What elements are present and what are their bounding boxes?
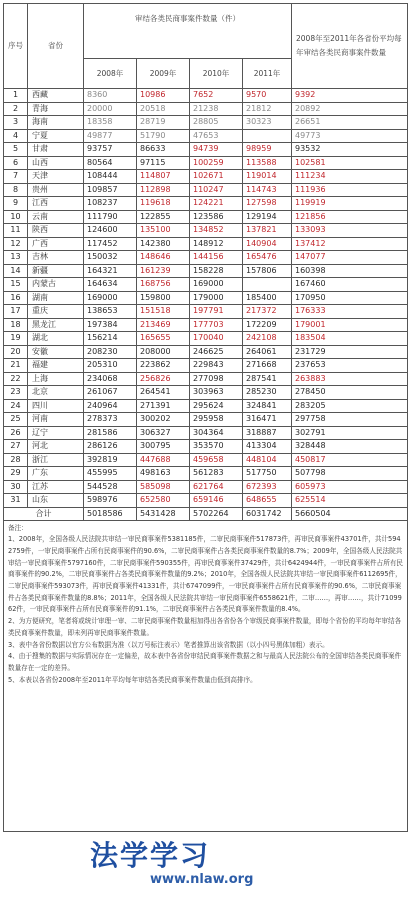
cell-2008: 18358 [84, 116, 137, 130]
cell-average: 137412 [292, 237, 408, 251]
cell-2008: 150032 [84, 251, 137, 265]
table-row [4, 359, 408, 373]
cell-2011: 119014 [243, 170, 292, 184]
province-name: 江西 [28, 197, 84, 211]
cell-2010: 94739 [190, 143, 243, 157]
table-row [4, 237, 408, 251]
table-row [4, 305, 408, 319]
row-index: 28 [4, 453, 28, 467]
cell-2010: 304364 [190, 426, 243, 440]
cell-2009: 86633 [137, 143, 190, 157]
cell-2008: 164321 [84, 264, 137, 278]
cell-average: 26651 [292, 116, 408, 130]
cell-2011 [243, 278, 292, 292]
row-index: 22 [4, 372, 28, 386]
province-name: 江苏 [28, 480, 84, 494]
table-row [4, 251, 408, 265]
cell-2010: 110247 [190, 183, 243, 197]
cell-2010: 123586 [190, 210, 243, 224]
cell-2009: 300202 [137, 413, 190, 427]
table-row [4, 197, 408, 211]
row-index: 17 [4, 305, 28, 319]
table-row [4, 264, 408, 278]
table-row [4, 467, 408, 481]
total-row [4, 507, 408, 520]
table-row [4, 170, 408, 184]
row-index: 6 [4, 156, 28, 170]
cell-2011: 129194 [243, 210, 292, 224]
col-header-province: 省份 [28, 4, 84, 89]
note-item: 4、由于搜集的数据与实际情况存在一定偏差，故本表中各省份审结民商事案件数据之和与最高人民法院公布的全国审结各类民商事案件数量存在一定的差异。 [8, 652, 402, 672]
col-header-average: 2008年至2011年各省份平均每年审结各类民商事案件数量 [292, 4, 408, 89]
cell-2008: 138653 [84, 305, 137, 319]
watermark-title: 法学学习 [90, 839, 211, 872]
cell-2011: 648655 [243, 494, 292, 508]
table-row [4, 413, 408, 427]
col-header-year: 2009年 [137, 59, 190, 89]
cell-2009: 271391 [137, 399, 190, 413]
cell-2010: 158228 [190, 264, 243, 278]
cell-average: 297758 [292, 413, 408, 427]
province-name: 黑龙江 [28, 318, 84, 332]
cell-2009: 112898 [137, 183, 190, 197]
cell-2008: 108444 [84, 170, 137, 184]
cell-2010: 561283 [190, 467, 243, 481]
cell-average: 133093 [292, 224, 408, 238]
row-index: 30 [4, 480, 28, 494]
row-index: 19 [4, 332, 28, 346]
cell-2008: 108237 [84, 197, 137, 211]
row-index: 20 [4, 345, 28, 359]
cell-2009: 652580 [137, 494, 190, 508]
province-name: 广东 [28, 467, 84, 481]
province-name: 山西 [28, 156, 84, 170]
province-name: 重庆 [28, 305, 84, 319]
province-name: 吉林 [28, 251, 84, 265]
table-row [4, 318, 408, 332]
row-index: 24 [4, 399, 28, 413]
cell-2008: 20000 [84, 102, 137, 116]
cell-2010: 21238 [190, 102, 243, 116]
cell-2008: 598976 [84, 494, 137, 508]
province-name: 陕西 [28, 224, 84, 238]
cell-average: 111234 [292, 170, 408, 184]
cell-2009: 135100 [137, 224, 190, 238]
site-watermark [0, 834, 410, 900]
cell-2009: 148646 [137, 251, 190, 265]
cell-average: 111936 [292, 183, 408, 197]
cell-2010: 170040 [190, 332, 243, 346]
cell-2008: 455995 [84, 467, 137, 481]
table-row [4, 480, 408, 494]
cell-2008: 111790 [84, 210, 137, 224]
cell-2009: 165655 [137, 332, 190, 346]
cell-2010: 28805 [190, 116, 243, 130]
row-index: 15 [4, 278, 28, 292]
row-index: 16 [4, 291, 28, 305]
province-name: 浙江 [28, 453, 84, 467]
table-row [4, 183, 408, 197]
cell-2010: 100259 [190, 156, 243, 170]
cell-2011 [243, 129, 292, 143]
cell-2011: 285230 [243, 386, 292, 400]
data-table [3, 3, 408, 521]
province-name: 山东 [28, 494, 84, 508]
province-name: 甘肃 [28, 143, 84, 157]
row-index: 3 [4, 116, 28, 130]
cell-2011: 242108 [243, 332, 292, 346]
cell-average: 605973 [292, 480, 408, 494]
cell-2011: 137821 [243, 224, 292, 238]
province-name: 安徽 [28, 345, 84, 359]
cell-2011: 413304 [243, 440, 292, 454]
total-value: 5702264 [190, 507, 243, 520]
note-item: 1、2008年，全国各级人民法院共审结一审民商事案件5381185件，二审民商事案件517873件，再审民商事案件43701件，共计5942759件，一审民商事案件占所有民商事案件的90.6%，二审民商事案件占各类民商事案件数量的8.7%；2009年，全国各级人民法院共审结一审民商事案件5797160件，二审民商事案件590355件，再审民商事案件37429件，共计6424944件，一审民商事案件占所有民商事案件的90.2%，二审民商事案件占各类民商事案件数量的9.2%；2010年，全国各级人民法院共审结一审民商事案件6112695件，二审民商事案件593073件，再审民商事案件41331件，共计6747099件，一审民商事案件占所有民商事案件的90.6%，二审民商事案件占各类民商事案件数量的8.8%；2011年，全国各级人民法院共审结一审民商事案件6558621件，二审……，再审……，共计7109962件，一审民商事案件占所有民商事案件的91.1%，二审民商事案件占各类民商事案件数量的8.4%。 [8, 535, 404, 614]
row-index: 9 [4, 197, 28, 211]
cell-average: 20892 [292, 102, 408, 116]
col-header-group: 审结各类民商事案件数量（件） [84, 4, 292, 59]
province-name: 宁夏 [28, 129, 84, 143]
cell-average: 102581 [292, 156, 408, 170]
row-index: 8 [4, 183, 28, 197]
table-row [4, 224, 408, 238]
cell-2011: 140904 [243, 237, 292, 251]
cell-2009: 498163 [137, 467, 190, 481]
cell-2008: 8360 [84, 89, 137, 103]
cell-2011: 316471 [243, 413, 292, 427]
cell-2009: 159800 [137, 291, 190, 305]
cell-2009: 114807 [137, 170, 190, 184]
cell-average: 170950 [292, 291, 408, 305]
row-index: 7 [4, 170, 28, 184]
cell-2009: 300795 [137, 440, 190, 454]
cell-2011: 21812 [243, 102, 292, 116]
cell-average: 121856 [292, 210, 408, 224]
cell-average: 625514 [292, 494, 408, 508]
cell-2011: 448104 [243, 453, 292, 467]
cell-2009: 119618 [137, 197, 190, 211]
province-name: 北京 [28, 386, 84, 400]
province-name: 广西 [28, 237, 84, 251]
cell-2009: 213469 [137, 318, 190, 332]
table-row [4, 102, 408, 116]
total-value: 5660504 [292, 507, 408, 520]
cell-2009: 161239 [137, 264, 190, 278]
cell-average: 167460 [292, 278, 408, 292]
table-row [4, 386, 408, 400]
col-header-year: 2010年 [190, 59, 243, 89]
note-item: 5、本表以各省份2008年至2011年平均每年审结各类民商事案件数量由低到高排序。 [8, 675, 257, 684]
cell-2008: 234068 [84, 372, 137, 386]
cell-2010: 459658 [190, 453, 243, 467]
cell-2009: 20518 [137, 102, 190, 116]
cell-2009: 122855 [137, 210, 190, 224]
cell-2008: 392819 [84, 453, 137, 467]
cell-2008: 281586 [84, 426, 137, 440]
table-row [4, 210, 408, 224]
province-name: 河南 [28, 413, 84, 427]
province-name: 四川 [28, 399, 84, 413]
cell-2009: 306327 [137, 426, 190, 440]
cell-2010: 295624 [190, 399, 243, 413]
cell-average: 93532 [292, 143, 408, 157]
cell-2008: 49877 [84, 129, 137, 143]
cell-average: 231729 [292, 345, 408, 359]
col-header-index: 序号 [4, 4, 28, 89]
cell-2008: 80564 [84, 156, 137, 170]
note-item: 2、为方便研究，笔者将或统计审理一审、二审民商事案件数量相加得出各省份各个审级民商事案件数量，即每个省份的平均每年审结各类民商事案件数量，即未列再审民商事案件数量。 [8, 617, 402, 637]
cell-2009: 264541 [137, 386, 190, 400]
province-name: 西藏 [28, 89, 84, 103]
cell-2010: 229843 [190, 359, 243, 373]
province-name: 青海 [28, 102, 84, 116]
document-page [3, 3, 407, 832]
cell-2011: 172209 [243, 318, 292, 332]
table-row [4, 278, 408, 292]
cell-2010: 7652 [190, 89, 243, 103]
cell-2008: 124600 [84, 224, 137, 238]
row-index: 2 [4, 102, 28, 116]
cell-2010: 102671 [190, 170, 243, 184]
notes-heading: 备注： [8, 523, 28, 532]
row-index: 27 [4, 440, 28, 454]
cell-2011: 287541 [243, 372, 292, 386]
province-name: 天津 [28, 170, 84, 184]
total-value: 5018586 [84, 507, 137, 520]
province-name: 海南 [28, 116, 84, 130]
cell-2009: 10986 [137, 89, 190, 103]
cell-2009: 585098 [137, 480, 190, 494]
cell-2008: 205310 [84, 359, 137, 373]
cell-2011: 127598 [243, 197, 292, 211]
table-row [4, 291, 408, 305]
col-header-year: 2008年 [84, 59, 137, 89]
province-name: 上海 [28, 372, 84, 386]
cell-2008: 278373 [84, 413, 137, 427]
province-name: 内蒙古 [28, 278, 84, 292]
cell-2011: 98959 [243, 143, 292, 157]
cell-2010: 621764 [190, 480, 243, 494]
cell-average: 49773 [292, 129, 408, 143]
cell-2010: 303963 [190, 386, 243, 400]
cell-2010: 353570 [190, 440, 243, 454]
cell-2008: 93757 [84, 143, 137, 157]
table-row [4, 116, 408, 130]
province-name: 河北 [28, 440, 84, 454]
cell-2011: 114743 [243, 183, 292, 197]
cell-2011: 672393 [243, 480, 292, 494]
row-index: 29 [4, 467, 28, 481]
cell-2011: 30323 [243, 116, 292, 130]
cell-average: 176333 [292, 305, 408, 319]
cell-2010: 47653 [190, 129, 243, 143]
table-row [4, 89, 408, 103]
cell-2011: 324841 [243, 399, 292, 413]
row-index: 4 [4, 129, 28, 143]
cell-2011: 271668 [243, 359, 292, 373]
row-index: 23 [4, 386, 28, 400]
cell-average: 147077 [292, 251, 408, 265]
row-index: 26 [4, 426, 28, 440]
cell-average: 263883 [292, 372, 408, 386]
watermark-url: www.nlaw.org [150, 872, 254, 887]
row-index: 1 [4, 89, 28, 103]
row-index: 11 [4, 224, 28, 238]
notes-section [3, 521, 408, 832]
table-row [4, 453, 408, 467]
cell-2008: 164634 [84, 278, 137, 292]
row-index: 14 [4, 264, 28, 278]
cell-2011: 157806 [243, 264, 292, 278]
cell-average: 278450 [292, 386, 408, 400]
cell-2009: 51790 [137, 129, 190, 143]
cell-average: 507798 [292, 467, 408, 481]
row-index: 12 [4, 237, 28, 251]
cell-2008: 286126 [84, 440, 137, 454]
cell-average: 179001 [292, 318, 408, 332]
cell-average: 160398 [292, 264, 408, 278]
cell-2011: 264061 [243, 345, 292, 359]
row-index: 25 [4, 413, 28, 427]
col-header-year: 2011年 [243, 59, 292, 89]
cell-2008: 117452 [84, 237, 137, 251]
cell-2008: 197384 [84, 318, 137, 332]
table-row [4, 372, 408, 386]
table-row [4, 129, 408, 143]
cell-2008: 109857 [84, 183, 137, 197]
table-row [4, 156, 408, 170]
table-row [4, 345, 408, 359]
cell-average: 119919 [292, 197, 408, 211]
cell-2011: 9570 [243, 89, 292, 103]
cell-2011: 165476 [243, 251, 292, 265]
province-name: 湖北 [28, 332, 84, 346]
cell-2010: 277098 [190, 372, 243, 386]
cell-2011: 517750 [243, 467, 292, 481]
row-index: 13 [4, 251, 28, 265]
cell-2008: 208230 [84, 345, 137, 359]
province-name: 新疆 [28, 264, 84, 278]
province-name: 云南 [28, 210, 84, 224]
cell-2010: 144156 [190, 251, 243, 265]
cell-2011: 217372 [243, 305, 292, 319]
table-body [4, 89, 408, 521]
table-row [4, 426, 408, 440]
cell-2008: 156214 [84, 332, 137, 346]
row-index: 18 [4, 318, 28, 332]
row-index: 21 [4, 359, 28, 373]
cell-2011: 113588 [243, 156, 292, 170]
cell-average: 237653 [292, 359, 408, 373]
row-index: 31 [4, 494, 28, 508]
table-row [4, 399, 408, 413]
province-name: 贵州 [28, 183, 84, 197]
cell-average: 328448 [292, 440, 408, 454]
cell-2010: 246625 [190, 345, 243, 359]
cell-2009: 97115 [137, 156, 190, 170]
cell-2008: 240964 [84, 399, 137, 413]
total-label: 合计 [4, 507, 84, 520]
cell-2009: 256826 [137, 372, 190, 386]
row-index: 10 [4, 210, 28, 224]
cell-2008: 169000 [84, 291, 137, 305]
cell-average: 9392 [292, 89, 408, 103]
cell-2010: 177703 [190, 318, 243, 332]
cell-2009: 28719 [137, 116, 190, 130]
cell-2008: 261067 [84, 386, 137, 400]
total-value: 5431428 [137, 507, 190, 520]
cell-2008: 544528 [84, 480, 137, 494]
cell-2010: 134852 [190, 224, 243, 238]
table-row [4, 494, 408, 508]
cell-average: 302791 [292, 426, 408, 440]
cell-average: 450817 [292, 453, 408, 467]
cell-average: 283205 [292, 399, 408, 413]
note-item: 3、表中各省份数据以官方公布数据为准（以万号标注表示）笔者推算出该省数据（以小四号黑体加粗）表示。 [8, 640, 329, 649]
cell-2010: 197791 [190, 305, 243, 319]
cell-2010: 169000 [190, 278, 243, 292]
cell-2010: 659146 [190, 494, 243, 508]
total-value: 6031742 [243, 507, 292, 520]
cell-2009: 223862 [137, 359, 190, 373]
table-row [4, 143, 408, 157]
row-index: 5 [4, 143, 28, 157]
cell-2009: 447688 [137, 453, 190, 467]
cell-2010: 124221 [190, 197, 243, 211]
cell-2009: 168756 [137, 278, 190, 292]
cell-2010: 295958 [190, 413, 243, 427]
table-row [4, 440, 408, 454]
cell-2009: 151518 [137, 305, 190, 319]
cell-average: 183504 [292, 332, 408, 346]
province-name: 福建 [28, 359, 84, 373]
cell-2009: 142380 [137, 237, 190, 251]
cell-2010: 148912 [190, 237, 243, 251]
cell-2011: 185400 [243, 291, 292, 305]
province-name: 辽宁 [28, 426, 84, 440]
province-name: 湖南 [28, 291, 84, 305]
cell-2010: 179000 [190, 291, 243, 305]
cell-2009: 208000 [137, 345, 190, 359]
table-row [4, 332, 408, 346]
cell-2011: 318887 [243, 426, 292, 440]
